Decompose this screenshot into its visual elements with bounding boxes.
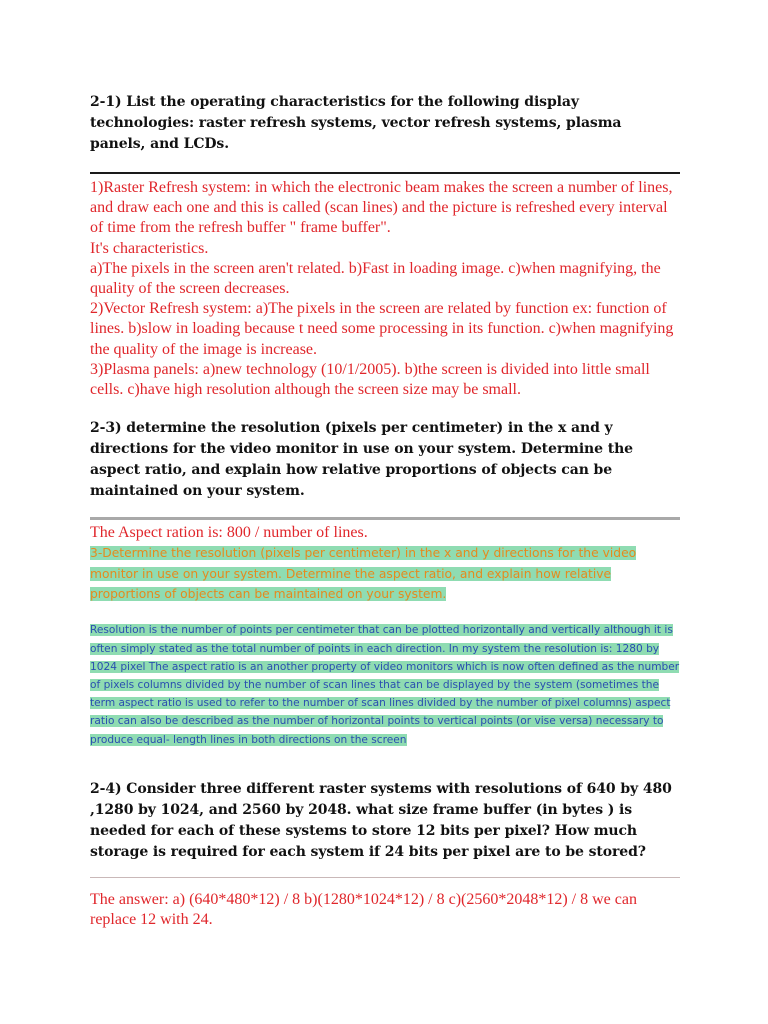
highlighted-text: 3-Determine the resolution (pixels per centimeter) in the x and y directions for the video monitor in use on your system. Determine the aspect ratio, and explain how relative proportions of objects can be maintained on your system.: [90, 546, 637, 602]
answer-paragraph: It's characteristics.: [90, 239, 209, 257]
divider: [90, 172, 680, 174]
question-2-3: 2-3) determine the resolution (pixels per centimeter) in the x and y directions for the video monitor in use on your system. Determine the aspect ratio, and explain how relative proportions of objects can be maintained on your system.: [90, 420, 633, 500]
highlighted-text: Resolution is the number of points per centimeter that can be plotted horizontally and vertically although it is often simply stated as the total number of points in each direction. In my system the resolution is: 1280 by 1024 pixel The aspect ratio is an another property of video monitors which is now often defined as the number of pixels columns divided by the number of scan lines that can be displayed by the system (sometimes the term aspect ratio is used to refer to the number of scan lines divided by the number of pixel columns) aspect ratio can also be described as the number of horizontal points to vertical points (or vise versa) necessary to produce equal- length lines in both directions on the screen: [90, 624, 680, 746]
resolution-explanation: [90, 621, 680, 748]
divider: [90, 517, 680, 520]
answer-paragraph: a)The pixels in the screen aren't related. b)Fast in loading image. c)when magnifying, the quality of the screen decreases.: [90, 259, 661, 298]
answer-2-4: The answer: a) (640*480*12) / 8 b)(1280*1024*12) / 8 c)(2560*2048*12) / 8 we can replace 12 with 24.: [90, 890, 637, 928]
answer-2-1: [90, 178, 680, 400]
divider: [90, 877, 680, 878]
question-2-4: 2-4) Consider three different raster systems with resolutions of 640 by 480 ,1280 by 1024, and 2560 by 2048. what size frame buffer (in bytes ) is needed for each of these systems to store 12 bits per pixel? How much storage is required for each system if 24 bits per pixel are to be stored?: [90, 780, 672, 860]
document-page: [90, 92, 680, 930]
answer-paragraph: 1)Raster Refresh system: in which the electronic beam makes the screen a number of lines, and draw each one and this is called (scan lines) and the picture is refreshed every interval of time from the refresh buffer " frame buffer".: [90, 179, 673, 237]
aspect-ratio-answer: The Aspect ration is: 800 / number of lines.: [90, 524, 368, 542]
answer-paragraph: 3)Plasma panels: a)new technology (10/1/2005). b)the screen is divided into little small cells. c)have high resolution although the screen size may be small.: [90, 360, 650, 399]
restated-question: [90, 543, 680, 604]
question-2-1: 2-1) List the operating characteristics for the following display technologies: raster refresh systems, vector refresh systems, plasma panels, and LCDs.: [90, 94, 622, 152]
answer-paragraph: 2)Vector Refresh system: a)The pixels in the screen are related by function ex: function of lines. b)slow in loading because t need some processing in its function. c)when magnifying the quality of the image is increase.: [90, 300, 674, 358]
